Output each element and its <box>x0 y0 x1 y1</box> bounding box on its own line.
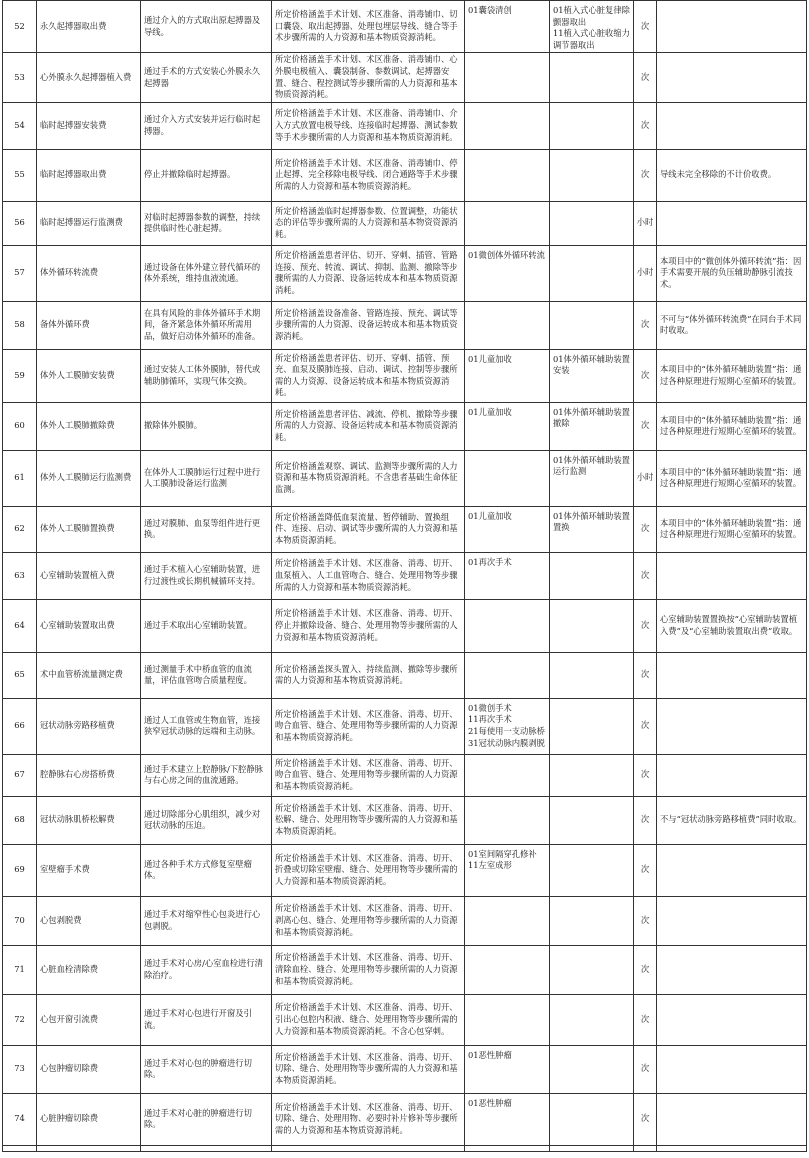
empty-cell <box>634 1145 657 1151</box>
table-row <box>3 698 807 754</box>
cell-extended-item: 01体外循环辅助装置撤除 <box>550 402 634 450</box>
cell-connotation: 通过手术对心房/心室血栓进行清除治疗。 <box>141 945 272 994</box>
cell-unit: 次 <box>634 349 657 402</box>
cell-extra-charge <box>465 301 550 349</box>
cell-connotation: 通过介入的方式取出原起搏器及导线。 <box>141 1 272 53</box>
cell-number: 54 <box>3 102 37 149</box>
empty-cell <box>141 1145 272 1151</box>
cell-included-content: 所定价格涵盖手术计划、术区准备、消毒、切开、松解、缝合、处理用物等步骤所需的人力资源和基本物质资源消耗。 <box>272 796 465 844</box>
cell-connotation: 通过测量手术中桥血管的血流量，评估血管吻合质量程度。 <box>141 652 272 698</box>
cell-included-content: 所定价格涵盖手术计划、术区准备、消毒、切开、血泵植入、人工血管吻合、缝合、处理用物等步骤所需的人力资源和基本物质资源消耗。 <box>272 552 465 599</box>
cell-extended-item <box>550 994 634 1045</box>
cell-note: 不与“冠状动脉旁路移植费”同时收取。 <box>657 796 807 844</box>
cell-included-content: 所定价格涵盖患者评估、切开、穿刺、插管、管路连接、预充、转流、调试、抑制、监测、撤除等步骤所需的人力资源、设备运转成本和基本物质资源消耗。 <box>272 245 465 301</box>
cell-connotation: 通过手术建立上腔静脉/下腔静脉与右心房之间的血流通路。 <box>141 754 272 796</box>
cell-included-content: 所定价格涵盖手术计划、术区准备、消毒铺巾、停止起搏、完全移除电极导线、闭合通路等手术步骤所需的人力资源和基本物质资源消耗。 <box>272 149 465 201</box>
cell-item-name: 心包剥脱费 <box>37 896 141 945</box>
cell-item-name: 心包肿瘤切除费 <box>37 1045 141 1093</box>
cell-extended-item <box>550 149 634 201</box>
table-row <box>3 102 807 149</box>
cell-included-content: 所定价格涵盖手术计划、术区准备、消毒铺巾、介入方式放置电极导线、连接临时起搏器、测试参数等手术步骤所需的人力资源和基本物质资源消耗。 <box>272 102 465 149</box>
cell-unit: 次 <box>634 599 657 652</box>
cell-extended-item <box>550 652 634 698</box>
cell-note: 本项目中的“微创体外循环转流”指：因手术需要开展的负压辅助静脉引流技术。 <box>657 245 807 301</box>
cell-connotation: 通过安装人工体外膜肺，替代或辅助肺循环，实现气体交换。 <box>141 349 272 402</box>
empty-cell <box>550 1145 634 1151</box>
cell-connotation: 通过手术的方式安装心外膜永久起搏器 <box>141 53 272 102</box>
cell-number: 53 <box>3 53 37 102</box>
cell-number: 61 <box>3 450 37 506</box>
cell-included-content: 所定价格涵盖手术计划、术区准备、消毒、切开、清除血栓、缝合、处理用物等步骤所需的人力资源和基本物质资源消耗。 <box>272 945 465 994</box>
cell-item-name: 心室辅助装置植入费 <box>37 552 141 599</box>
cell-extra-charge <box>465 652 550 698</box>
cell-extended-item <box>550 599 634 652</box>
cell-note: 心室辅助装置置换按“心室辅助装置植入费”及“心室辅助装置取出费”收取。 <box>657 599 807 652</box>
cell-number: 57 <box>3 245 37 301</box>
table-row <box>3 149 807 201</box>
cell-note <box>657 1093 807 1145</box>
cell-included-content: 所定价格涵盖手术计划、术区准备、消毒铺巾、切口囊袋、取出起搏器、处理包埋层导线、缝合等手术步骤所需的人力资源和基本物质资源消耗。 <box>272 1 465 53</box>
cell-extra-charge: 01微创体外循环转流 <box>465 245 550 301</box>
table-row <box>3 652 807 698</box>
cell-included-content: 所定价格涵盖患者评估、切开、穿刺、插管、预充、血泵及膜肺连接、启动、调试、控制等步骤所需的人力资源、设备运转成本和基本物质资源消耗。 <box>272 349 465 402</box>
cell-note <box>657 994 807 1045</box>
cell-number: 58 <box>3 301 37 349</box>
cell-number: 59 <box>3 349 37 402</box>
cell-note <box>657 53 807 102</box>
cell-number: 66 <box>3 698 37 754</box>
table-row <box>3 1 807 53</box>
cell-unit: 小时 <box>634 201 657 245</box>
cell-extended-item: 01体外循环辅助装置置换 <box>550 506 634 552</box>
cell-item-name: 心外膜永久起搏器植入费 <box>37 53 141 102</box>
cell-included-content: 所定价格涵盖手术计划、术区准备、消毒铺巾、心外膜电极植入、囊袋制备、参数调试、起搏器安置、缝合、程控测试等步骤所需的人力资源和基本物质资源消耗。 <box>272 53 465 102</box>
cell-extended-item <box>550 301 634 349</box>
cell-item-name: 体外人工膜肺安装费 <box>37 349 141 402</box>
cell-extra-charge: 01室间隔穿孔修补 11左室成形 <box>465 844 550 896</box>
fee-table-body <box>3 1 807 1152</box>
table-row <box>3 844 807 896</box>
table-row <box>3 945 807 994</box>
cell-extra-charge <box>465 53 550 102</box>
cell-item-name: 腔静脉右心房搭桥费 <box>37 754 141 796</box>
table-row <box>3 552 807 599</box>
cell-unit: 次 <box>634 698 657 754</box>
table-row <box>3 754 807 796</box>
table-row <box>3 796 807 844</box>
cell-unit: 次 <box>634 652 657 698</box>
cell-item-name: 冠状动脉肌桥松解费 <box>37 796 141 844</box>
table-row <box>3 506 807 552</box>
table-row <box>3 896 807 945</box>
cell-extra-charge <box>465 149 550 201</box>
cell-extra-charge <box>465 796 550 844</box>
cell-note <box>657 201 807 245</box>
cell-unit: 次 <box>634 754 657 796</box>
cell-note <box>657 102 807 149</box>
cell-extra-charge: 01儿童加收 <box>465 506 550 552</box>
cell-number: 63 <box>3 552 37 599</box>
cell-extra-charge: 01再次手术 <box>465 552 550 599</box>
cell-unit: 小时 <box>634 245 657 301</box>
cell-extra-charge: 01微创手术 11再次手术 21每使用一支动脉桥 31冠状动脉内膜剥脱 <box>465 698 550 754</box>
cell-connotation: 通过各种手术方式修复室壁瘤体。 <box>141 844 272 896</box>
cell-unit: 次 <box>634 945 657 994</box>
cell-extra-charge <box>465 201 550 245</box>
cell-included-content: 所定价格涵盖手术计划、术区准备、消毒、切开、停止并撤除设备、缝合、处理用物等步骤所需的人力资源和基本物质资源消耗。 <box>272 599 465 652</box>
cell-connotation: 撤除体外膜肺。 <box>141 402 272 450</box>
cell-included-content: 所定价格涵盖手术计划、术区准备、消毒、切开、吻合血管、缝合、处理用物等步骤所需的人力资源和基本物质资源消耗。 <box>272 698 465 754</box>
cell-note: 不可与“体外循环转流费”在同台手术同时收取。 <box>657 301 807 349</box>
fee-table <box>2 0 807 1152</box>
cell-note <box>657 1045 807 1093</box>
cell-extended-item <box>550 245 634 301</box>
cell-connotation: 对临时起搏器参数的调整，持续提供临时性心脏起搏。 <box>141 201 272 245</box>
cell-item-name: 冠状动脉旁路移植费 <box>37 698 141 754</box>
cell-note: 本项目中的“体外循环辅助装置”指：通过各种原理进行短期心室循环的装置。 <box>657 402 807 450</box>
cell-extended-item <box>550 754 634 796</box>
cell-item-name: 室壁瘤手术费 <box>37 844 141 896</box>
cell-extended-item <box>550 201 634 245</box>
cell-extended-item <box>550 896 634 945</box>
cell-item-name: 体外人工膜肺撤除费 <box>37 402 141 450</box>
cell-note <box>657 652 807 698</box>
cell-connotation: 通过手术对缩窄性心包炎进行心包剥脱。 <box>141 896 272 945</box>
cell-number: 72 <box>3 994 37 1045</box>
cell-extra-charge <box>465 754 550 796</box>
cell-number: 62 <box>3 506 37 552</box>
cell-number: 65 <box>3 652 37 698</box>
table-row <box>3 450 807 506</box>
cell-unit: 次 <box>634 301 657 349</box>
cell-included-content: 所定价格涵盖手术计划、术区准备、消毒、切开、切除、缝合、处理用物、必要时补片修补等步骤所需的人力资源和基本物质资源消耗。 <box>272 1093 465 1145</box>
cell-extended-item: 01植入式心脏复律除颤器取出 11植入式心脏收缩力调节器取出 <box>550 1 634 53</box>
cell-unit: 次 <box>634 1 657 53</box>
cell-extended-item: 01体外循环辅助装置安装 <box>550 349 634 402</box>
table-row-continuation <box>3 1145 807 1151</box>
cell-extended-item <box>550 796 634 844</box>
cell-note <box>657 844 807 896</box>
cell-extended-item <box>550 945 634 994</box>
cell-note <box>657 698 807 754</box>
cell-extra-charge <box>465 945 550 994</box>
cell-extended-item <box>550 1093 634 1145</box>
cell-item-name: 永久起搏器取出费 <box>37 1 141 53</box>
cell-included-content: 所定价格涵盖手术计划、术区准备、消毒、切开、剥离心包、缝合、处理用物等步骤所需的人力资源和基本物质资源消耗。 <box>272 896 465 945</box>
cell-unit: 次 <box>634 552 657 599</box>
table-row <box>3 994 807 1045</box>
cell-item-name: 心室辅助装置取出费 <box>37 599 141 652</box>
cell-note <box>657 552 807 599</box>
cell-connotation: 通过对膜肺、血泵等组件进行更换。 <box>141 506 272 552</box>
cell-extra-charge: 01囊袋清创 <box>465 1 550 53</box>
cell-note: 导线未完全移除的不计价收费。 <box>657 149 807 201</box>
cell-number: 73 <box>3 1045 37 1093</box>
table-row <box>3 1045 807 1093</box>
cell-extra-charge <box>465 102 550 149</box>
cell-extra-charge <box>465 450 550 506</box>
cell-included-content: 所定价格涵盖临时起搏器参数、位置调整，功能状态的评估等步骤所需的人力资源和基本物资资源消耗。 <box>272 201 465 245</box>
empty-cell <box>37 1145 141 1151</box>
cell-note: 本项目中的“体外循环辅助装置”指：通过各种原理进行短期心室循环的装置。 <box>657 506 807 552</box>
cell-connotation: 在具有风险的非体外循环手术期间，备齐紧急体外循环所需用品，做好启动体外循环的准备。 <box>141 301 272 349</box>
cell-unit: 次 <box>634 53 657 102</box>
cell-extended-item <box>550 102 634 149</box>
cell-included-content: 所定价格涵盖患者评估、减流、停机、撤除等步骤所需的人力资源、设备运转成本和基本物质资源消耗。 <box>272 402 465 450</box>
cell-item-name: 体外人工膜肺置换费 <box>37 506 141 552</box>
cell-extended-item <box>550 53 634 102</box>
cell-included-content: 所定价格涵盖观察、调试、监测等步骤所需的人力资源和基本物质资源消耗。不含患者基础生命体征监测。 <box>272 450 465 506</box>
cell-extended-item: 01体外循环辅助装置运行监测 <box>550 450 634 506</box>
cell-note <box>657 945 807 994</box>
cell-note: 本项目中的“体外循环辅助装置”指：通过各种原理进行短期心室循环的装置。 <box>657 349 807 402</box>
cell-included-content: 所定价格涵盖设备准备、管路连接、预充、调试等步骤所需的人力资源、设备运转成本和基本物质资源消耗。 <box>272 301 465 349</box>
table-row <box>3 599 807 652</box>
cell-item-name: 体外循环转流费 <box>37 245 141 301</box>
cell-included-content: 所定价格涵盖手术计划、术区准备、消毒、切开、折叠或切除室壁瘤、缝合、处理用物等步骤所需的人力资源和基本物质资源消耗。 <box>272 844 465 896</box>
empty-cell <box>465 1145 550 1151</box>
cell-unit: 次 <box>634 102 657 149</box>
cell-number: 64 <box>3 599 37 652</box>
cell-unit: 次 <box>634 896 657 945</box>
cell-extended-item <box>550 1045 634 1093</box>
cell-item-name: 备体外循环费 <box>37 301 141 349</box>
cell-connotation: 通过手术植入心室辅助装置，进行过渡性或长期机械循环支持。 <box>141 552 272 599</box>
table-row <box>3 402 807 450</box>
cell-connotation: 通过手术对心包进行开窗及引流。 <box>141 994 272 1045</box>
cell-number: 70 <box>3 896 37 945</box>
cell-number: 52 <box>3 1 37 53</box>
cell-unit: 次 <box>634 844 657 896</box>
cell-unit: 次 <box>634 402 657 450</box>
cell-extra-charge: 01儿童加收 <box>465 402 550 450</box>
cell-number: 56 <box>3 201 37 245</box>
cell-extra-charge <box>465 994 550 1045</box>
cell-item-name: 心包开窗引流费 <box>37 994 141 1045</box>
cell-unit: 次 <box>634 994 657 1045</box>
empty-cell <box>3 1145 37 1151</box>
cell-item-name: 临时起搏器取出费 <box>37 149 141 201</box>
cell-included-content: 所定价格涵盖降低血泵流量、暂停辅助、置换组件、连接、启动、调试等步骤所需的人力资源和基本物质资源消耗。 <box>272 506 465 552</box>
cell-extended-item <box>550 844 634 896</box>
cell-extended-item <box>550 552 634 599</box>
cell-number: 68 <box>3 796 37 844</box>
table-row <box>3 201 807 245</box>
cell-connotation: 停止并撤除临时起搏器。 <box>141 149 272 201</box>
empty-cell <box>657 1145 807 1151</box>
cell-item-name: 心脏肿瘤切除费 <box>37 1093 141 1145</box>
cell-extra-charge <box>465 896 550 945</box>
cell-item-name: 术中血管桥流量测定费 <box>37 652 141 698</box>
cell-number: 67 <box>3 754 37 796</box>
cell-connotation: 通过人工血管或生物血管，连接狭窄冠状动脉的远端和主动脉。 <box>141 698 272 754</box>
table-row <box>3 1093 807 1145</box>
cell-note <box>657 1 807 53</box>
cell-unit: 次 <box>634 1045 657 1093</box>
table-row <box>3 301 807 349</box>
empty-cell <box>272 1145 465 1151</box>
cell-unit: 次 <box>634 506 657 552</box>
cell-number: 55 <box>3 149 37 201</box>
cell-number: 69 <box>3 844 37 896</box>
cell-included-content: 所定价格涵盖手术计划、术区准备、消毒、切开、吻合血管、缝合、处理用物等步骤所需的人力资源和基本物质资源消耗。 <box>272 754 465 796</box>
cell-unit: 小时 <box>634 450 657 506</box>
cell-extended-item <box>550 698 634 754</box>
cell-item-name: 临时起搏器安装费 <box>37 102 141 149</box>
cell-included-content: 所定价格涵盖手术计划、术区准备、消毒、切开、引出心包腔内积液、缝合、处理用物等步骤所需的人力资源和基本物质资源消耗。不含心包穿刺。 <box>272 994 465 1045</box>
cell-unit: 次 <box>634 1093 657 1145</box>
cell-note: 本项目中的“体外循环辅助装置”指：通过各种原理进行短期心室循环的装置。 <box>657 450 807 506</box>
cell-unit: 次 <box>634 796 657 844</box>
cell-note <box>657 754 807 796</box>
cell-item-name: 临时起搏器运行监测费 <box>37 201 141 245</box>
cell-item-name: 心脏血栓清除费 <box>37 945 141 994</box>
cell-included-content: 所定价格涵盖手术计划、术区准备、消毒、切开、切除、缝合、处理用物等步骤所需的人力资源和基本物质资源消耗。 <box>272 1045 465 1093</box>
cell-item-name: 体外人工膜肺运行监测费 <box>37 450 141 506</box>
cell-connotation: 通过手术对心脏的肿瘤进行切除。 <box>141 1093 272 1145</box>
cell-connotation: 在体外人工膜肺运行过程中进行人工膜肺设备运行监测 <box>141 450 272 506</box>
cell-connotation: 通过设备在体外建立替代循环的体外系统，维持血液流通。 <box>141 245 272 301</box>
cell-connotation: 通过介入方式安装并运行临时起搏器。 <box>141 102 272 149</box>
cell-extra-charge: 01恶性肿瘤 <box>465 1093 550 1145</box>
cell-number: 71 <box>3 945 37 994</box>
cell-extra-charge: 01恶性肿瘤 <box>465 1045 550 1093</box>
cell-connotation: 通过手术对心包的肿瘤进行切除。 <box>141 1045 272 1093</box>
cell-included-content: 所定价格涵盖探头置入、持续监测、撤除等步骤所需的人力资源和基本物质资源消耗。 <box>272 652 465 698</box>
cell-extra-charge <box>465 599 550 652</box>
table-row <box>3 53 807 102</box>
table-row <box>3 245 807 301</box>
cell-note <box>657 896 807 945</box>
cell-unit: 次 <box>634 149 657 201</box>
cell-extra-charge: 01儿童加收 <box>465 349 550 402</box>
cell-connotation: 通过切除部分心肌组织，减少对冠状动脉的压迫。 <box>141 796 272 844</box>
table-row <box>3 349 807 402</box>
cell-connotation: 通过手术取出心室辅助装置。 <box>141 599 272 652</box>
cell-number: 74 <box>3 1093 37 1145</box>
cell-number: 60 <box>3 402 37 450</box>
